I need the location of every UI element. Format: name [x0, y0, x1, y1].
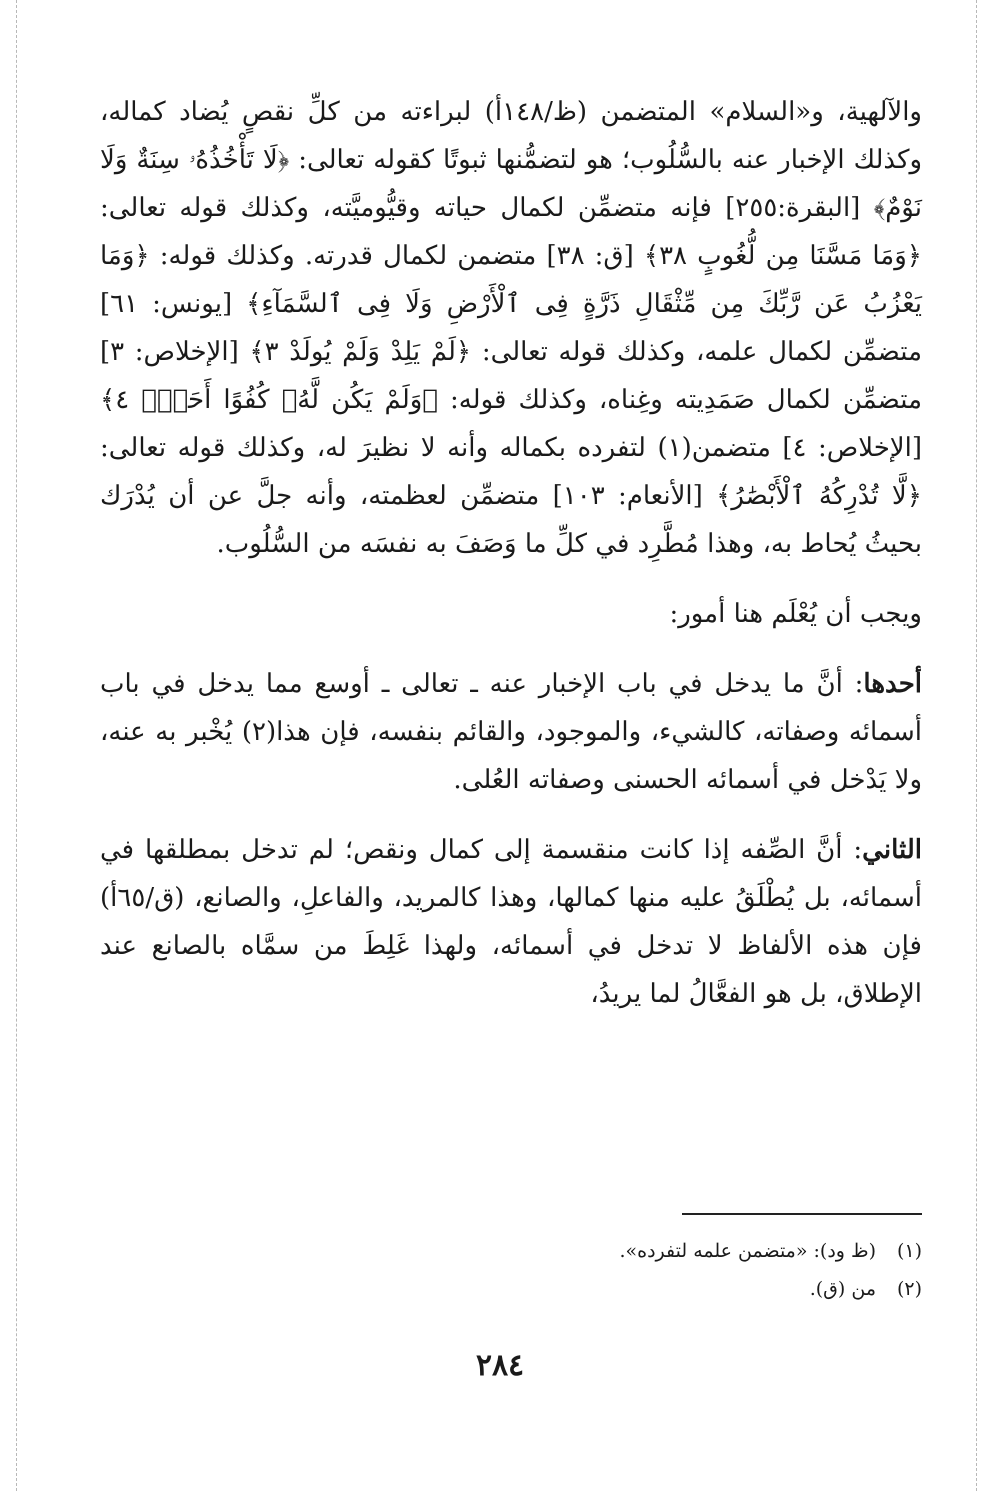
paragraph-3 [100, 660, 922, 804]
main-text [100, 88, 922, 1018]
paragraph-text: ويجب أن يُعْلَم هنا أمور: [669, 599, 922, 629]
paragraph-4 [100, 826, 922, 1018]
page-edge-left [16, 0, 17, 1491]
paragraph-text: : أنَّ ما يدخل في باب الإخبار عنه ـ تعالى ـ أوسع مما يدخل في باب أسمائه وصفاته، كالشيء، والموجود، والقائم بنفسه، فإن هذا(٢) يُخْبر به عنه، ولا يَدْخل في أسمائه الحسنى وصفاته العُلى. [100, 669, 922, 795]
page-edge-right [976, 0, 977, 1491]
footnote-1 [100, 1232, 922, 1270]
paragraph-text: والآلهية، و«السلام» المتضمن (ظ/١٤٨أ) لبراءته من كلِّ نقصٍ يُضاد كماله، وكذلك الإخبار عنه بالسُّلُوب؛ هو لتضمُّنها ثبوتًا كقوله تعالى: ﴿لَا تَأْخُذُهُۥ سِنَةٌ وَلَا نَوْمٌ﴾ [البقرة:٢٥٥] فإنه متضمِّن لكمال حياته وقيُّوميَّته، وكذلك قوله تعالى: ﴿وَمَا مَسَّنَا مِن لُّغُوبٍ ٣٨﴾ [ق: ٣٨] متضمن لكمال قدرته. وكذلك قوله: ﴿وَمَا يَعْزُبُ عَن رَّبِّكَ مِن مِّثْقَالِ ذَرَّةٍ فِى ٱلْأَرْضِ وَلَا فِى ٱلسَّمَآءِ﴾ [يونس: ٦١] متضمِّن لكمال علمه، وكذلك قوله تعالى: ﴿لَمْ يَلِدْ وَلَمْ يُولَدْ ٣﴾ [الإخلاص: ٣] متضمِّن لكمال صَمَدِيته وغِناه، وكذلك قوله: ﴿وَلَمْ يَكُن لَّهُۥ كُفُوًا أَحَدٌۢ ٤﴾ [الإخلاص: ٤] متضمن(١) لتفرده بكماله وأنه لا نظيرَ له، وكذلك قوله تعالى: ﴿لَّا تُدْرِكُهُ ٱلْأَبْصَٰرُ﴾ [الأنعام: ١٠٣] متضمِّن لعظمته، وأنه جلَّ عن أن يُدْرَك بحيثُ يُحاط به، وهذا مُطَّرِد في كلِّ ما وَصَفَ به نفسَه من السُّلُوب. [100, 97, 923, 559]
footnote-divider [682, 1213, 922, 1215]
paragraph-2 [100, 590, 922, 638]
footnote-2 [100, 1270, 922, 1308]
footnotes [100, 1232, 922, 1308]
footnote-text: من (ق). [809, 1278, 876, 1300]
paragraph-lead: الثاني [862, 835, 922, 865]
footnote-number: (٢) [896, 1278, 922, 1300]
paragraph-text: : أنَّ الصِّفه إذا كانت منقسمة إلى كمال ونقص؛ لم تدخل بمطلقها في أسمائه، بل يُطْلَقُ عليه منها كمالها، وهذا كالمريد، والفاعلِ، والصانع، (ق/٦٥أ) فإن هذه الألفاظ لا تدخل في أسمائه، ولهذا غَلِطَ من سمَّاه بالصانع عند الإطلاق، بل هو الفعَّالُ لما يريدُ، [100, 835, 922, 1009]
footnote-text: (ظ ود): «متضمن علمه لتفرده». [619, 1240, 876, 1262]
page-number: ٢٨٤ [475, 1348, 525, 1383]
footnote-number: (١) [896, 1240, 922, 1262]
paragraph-lead: أحدها [863, 669, 922, 699]
paragraph-1 [100, 88, 922, 568]
